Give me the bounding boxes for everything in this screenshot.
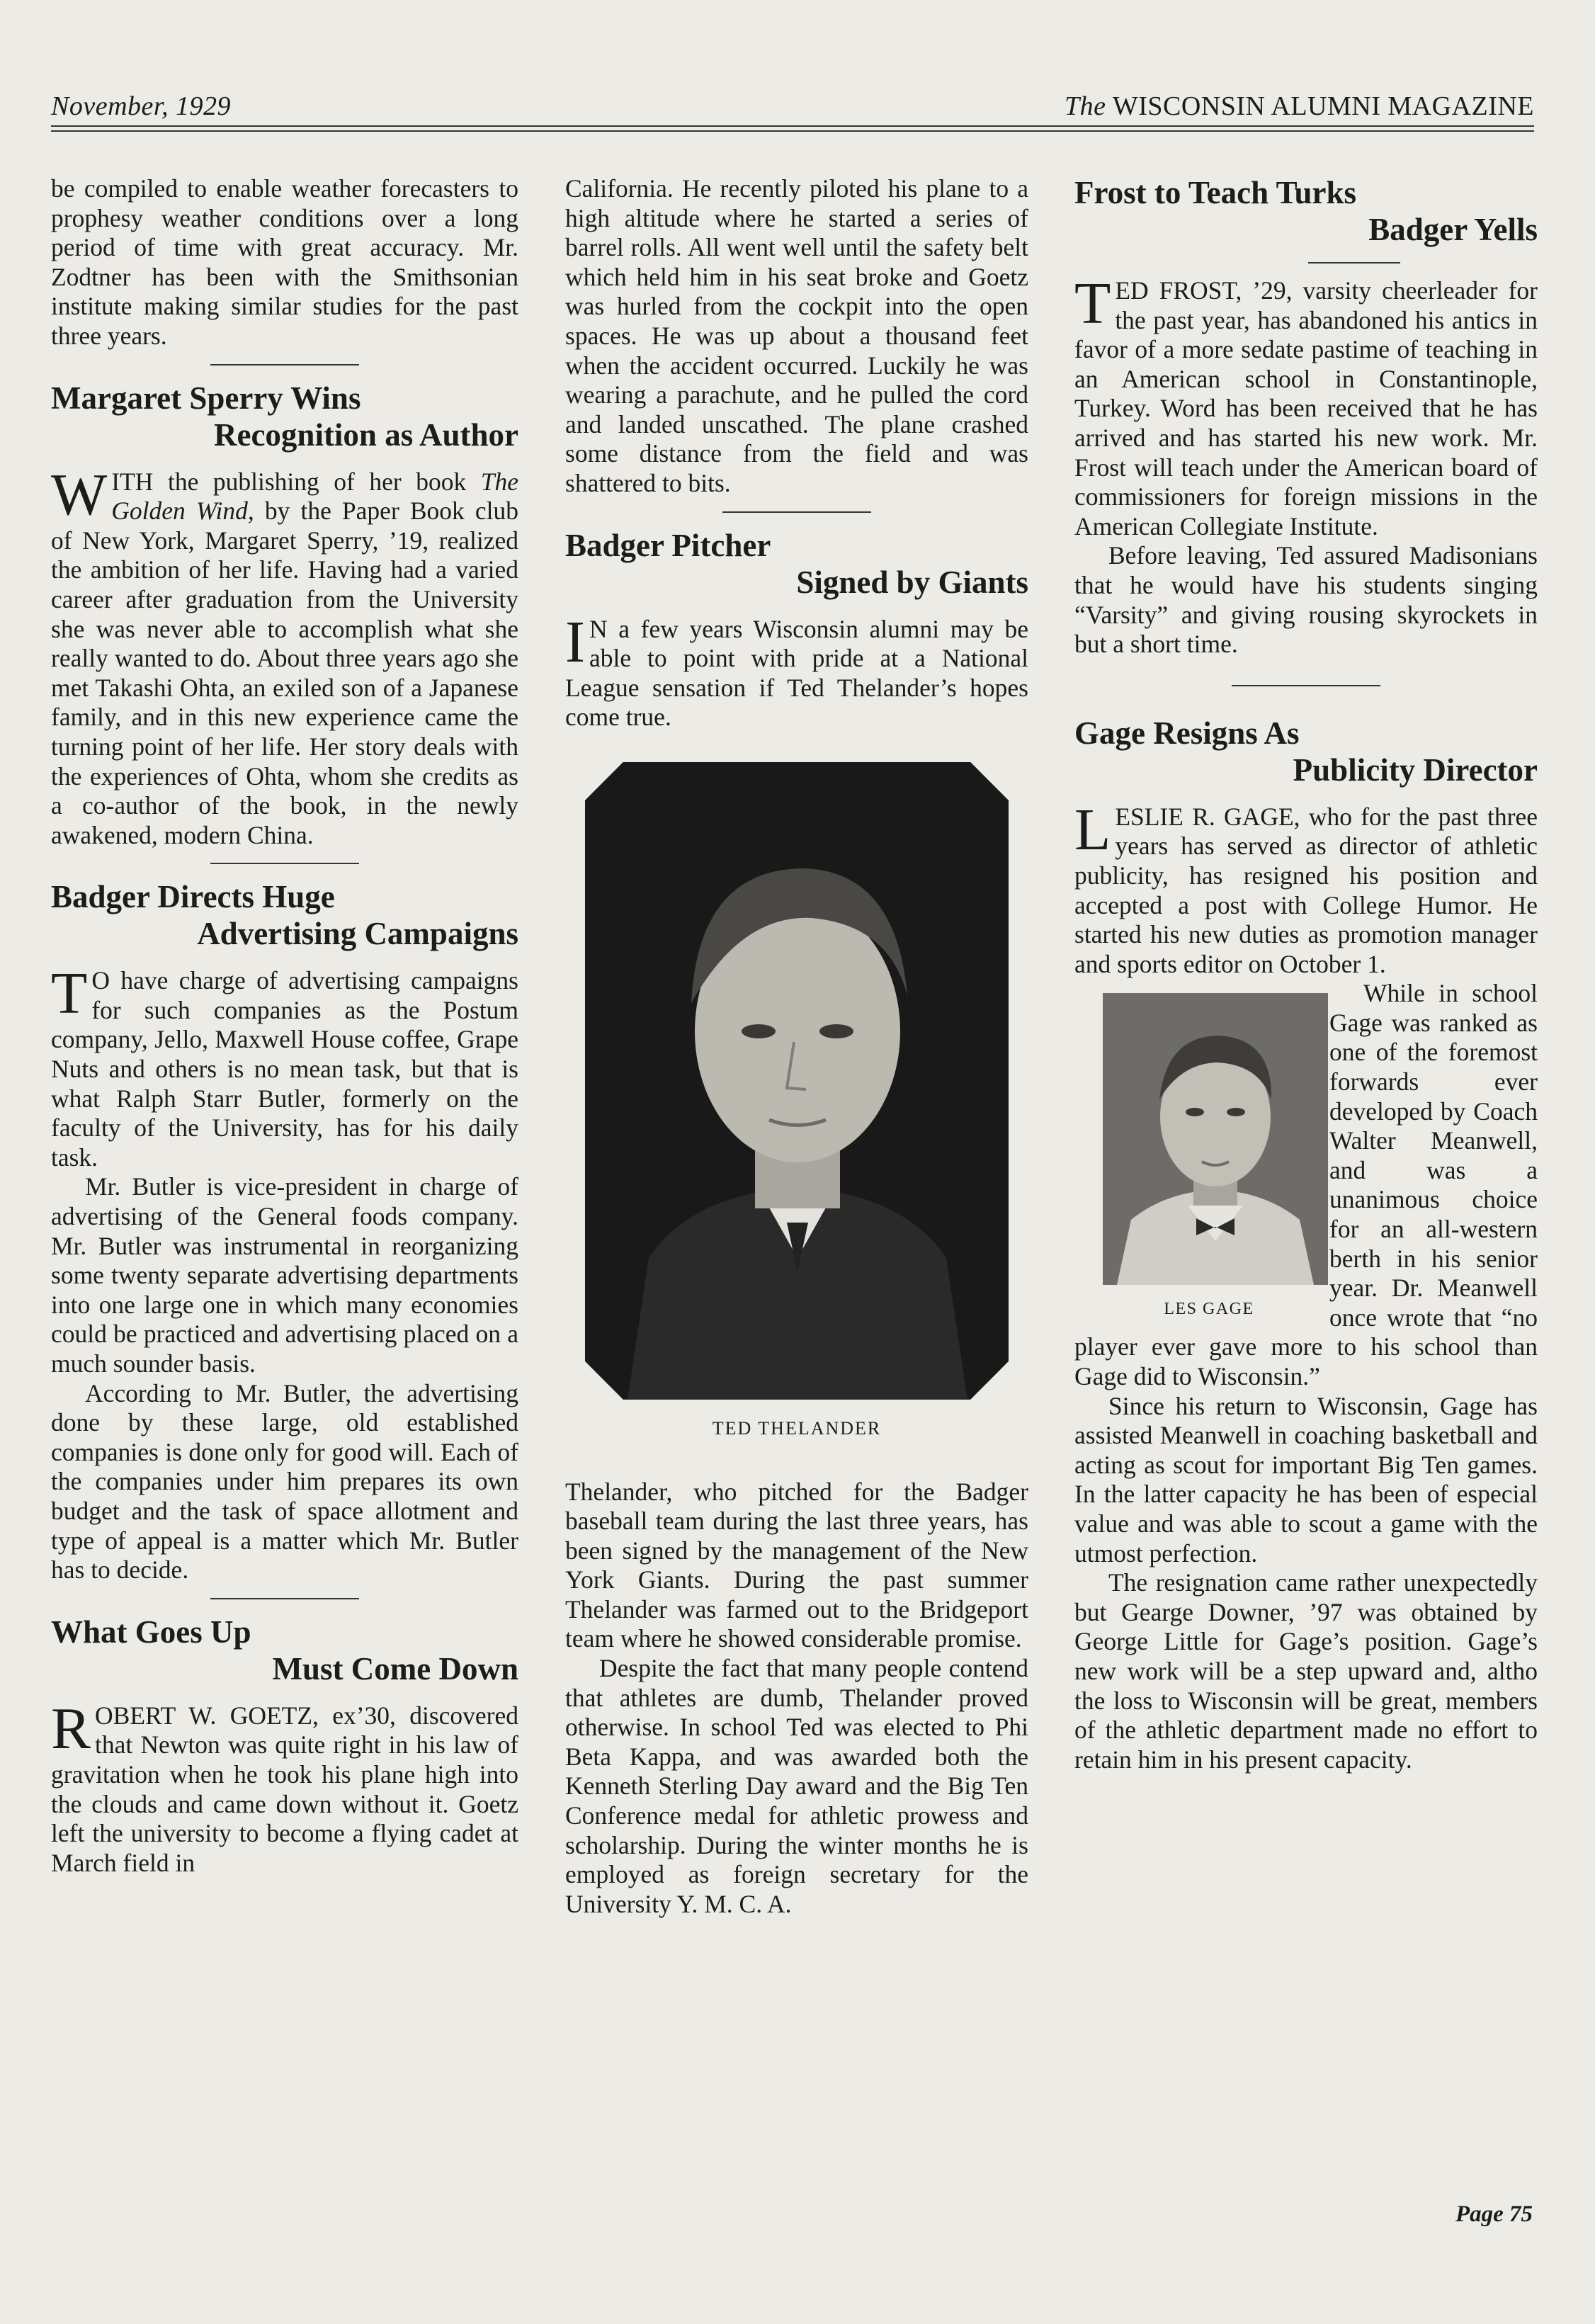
headline-goetz [51,1614,518,1687]
paragraph: LESLIE R. GAGE, who for the past three years has served as director of athletic publicity, has resigned his position and accepted a post with College Humor. He started his new duties as promotion manager and sports editor on October 1. [1074,796,1538,978]
headline-frost [1074,174,1538,248]
paragraph: TED FROST, ’29, varsity cheerleader for the past year, has abandoned his antics in favor of a more sedate pastime of teaching in an American school in Constantinople, Turkey. Word has been received that he has arrived and has started his new work. Mr. Frost will teach under the American board of commissioners for foreign missions in the American Collegiate Institute. [1074,271,1538,540]
drop-cap: L [1074,796,1111,863]
paragraph: Mr. Butler is vice-president in charge of advertising of the General foods company. Mr. Butler was instrumental in reorganizing some twenty separate advertising departments into one large one in which many economies could be practiced and advertising placed on a much sounder basis. [51,1172,518,1378]
column-left [51,174,518,1878]
running-header [51,91,1534,122]
portrait-illustration [1103,993,1328,1285]
headline-line-2: Publicity Director [1293,752,1538,788]
article-divider [722,511,871,513]
paragraph: I N a few years Wisconsin alumni may be able to point with pride at a National League sensation if Ted Thelander’s hopes come true. [565,608,1028,732]
magazine-title-name: WISCONSIN ALUMNI MAGAZINE [1106,91,1534,121]
column-right [1074,174,1538,1774]
figure-gage [1074,993,1315,1325]
article-divider [210,863,359,864]
headline-thelander [565,527,1028,601]
headline-line-1: Gage Resigns As [1074,715,1300,751]
article-continuation: be compiled to enable weather forecasters to prophesy weather conditions over a long period of time with great accuracy. Mr. Zodtner has been with the Smithsonian institute making similar studies for the past three years. [51,174,518,350]
headline-sperry [51,380,518,453]
photo-caption: LES GAGE [1164,1300,1254,1319]
issue-date: November, 1929 [51,91,231,121]
drop-cap: W [51,461,108,528]
drop-cap: R [51,1695,91,1762]
header-rule-bottom [51,130,1534,132]
paragraph: Thelander, who pitched for the Badger baseball team during the last three years, has been signed by the management of the New York Giants. During the past summer Thelander was farmed out to the Bridgeport team where he showed considerable promise. [565,1477,1028,1653]
paragraph: T O have charge of advertising campaigns for such companies as the Postum company, Jello, Maxwell House coffee, Grape Nuts and others is no mean task, but that is what Ralph Starr Butler, formerly on the faculty of the University, has for his daily task. [51,960,518,1172]
article-divider [210,364,359,365]
headline-line-2: Recognition as Author [213,416,518,453]
portrait-illustration [585,762,1009,1400]
paragraph: Despite the fact that many people contend that athletes are dumb, Thelander proved otherwise. In school Ted was elected to Phi Beta Kappa, and was awarded both the Kenneth Sterling Day award and the Big Ten Conference medal for athletic prowess and scholarship. During the winter months he is employed as foreign secretary for the University Y. M. C. A. [565,1654,1028,1918]
page-number: Page 75 [1455,2201,1533,2227]
photo-caption: TED THELANDER [712,1417,882,1439]
paragraph: According to Mr. Butler, the advertising done by these large, old established companies is done only for good will. Each of the companies under him prepares its own budget and the task of space allotment and type of appeal is a matter which Mr. Butler has to decide. [51,1378,518,1585]
column-middle [565,174,1028,1919]
paragraph: While in school Gage was ranked as one of the foremost forwards ever developed by Coach Walter Meanwell, and was a unanimous choice for an all-western berth in his senior year. Dr. Meanwell once wrote that “no player ever gave more to his school than Gage did to Wisconsin.” [1074,979,1538,1390]
header-rule-top [51,125,1534,127]
magazine-title-article: The [1065,91,1106,121]
headline-gage [1074,715,1538,788]
headline-line-1: Badger Pitcher [565,527,771,563]
drop-cap: T [1074,271,1111,336]
headline-line-2: Badger Yells [1368,212,1538,247]
book-title: The Golden Wind, [111,467,518,526]
paragraph: Before leaving, Ted assured Madisonians that he would have his students singing “Varsity” and giving rousing skyrockets in but a short time. [1074,541,1538,659]
article-divider [1232,685,1380,686]
headline-line-2: Signed by Giants [796,564,1028,600]
article-divider [210,1598,359,1599]
headline-butler [51,878,518,952]
magazine-title [1065,91,1534,122]
headline-line-2: Must Come Down [272,1650,518,1687]
paragraph: WITH the publishing of her book The Golden Wind, by the Paper Book club of New York, Margaret Sperry, ’19, realized the ambition of her life. Having had a varied career after graduation from the University she was never able to accomplish what she really wanted to do. About three years ago she met Takashi Ohta, an exiled son of a Japanese family, and in this new experience came the turning point of her life. Her story deals with the experiences of Ohta, whom she credits as a co-author of the book, in the newly awakened, modern China. [51,461,519,849]
paragraph: Since his return to Wisconsin, Gage has assisted Meanwell in coaching basketball and acting as scout for important Big Ten games. In the latter capacity he has been of especial value and was able to scout a game with the utmost perfection. [1074,1391,1538,1568]
drop-cap: T [51,960,88,1027]
headline-line-1: What Goes Up [51,1614,251,1650]
headline-line-1: Frost to Teach Turks [1074,175,1357,210]
headline-underline [1308,262,1400,263]
headline-line-1: Margaret Sperry Wins [51,380,361,416]
headline-line-1: Badger Directs Huge [51,879,335,915]
drop-cap: I [565,608,585,675]
paragraph: ROBERT W. GOETZ, ex’30, discovered that Newton was quite right in his law of gravitation when he took his plane high into the clouds and came down without it. Goetz left the university to become a flying cadet at March field in [51,1695,518,1877]
portrait-photo-thelander [585,762,1009,1400]
article-continuation: California. He recently piloted his plane to a high altitude where he started a series of barrel rolls. All went well until the safety belt which held him in his seat broke and Goetz was hurled from the cockpit into the open spaces. He was up about a thousand feet when the accident occurred. Luckily he was wearing a parachute, and he pulled the cord and landed unscathed. The plane crashed some distance from the field and was shattered to bits. [565,174,1028,497]
headline-line-2: Advertising Campaigns [197,916,518,952]
paragraph: The resignation came rather unexpectedly but Gearge Downer, ’97 was obtained by George Little for Gage’s position. Gage’s new work will be a step upward and, altho the loss to Wisconsin will be great, members of the athletic department made no effort to retain him in his present capacity. [1074,1568,1538,1774]
portrait-photo-gage [1103,993,1328,1285]
